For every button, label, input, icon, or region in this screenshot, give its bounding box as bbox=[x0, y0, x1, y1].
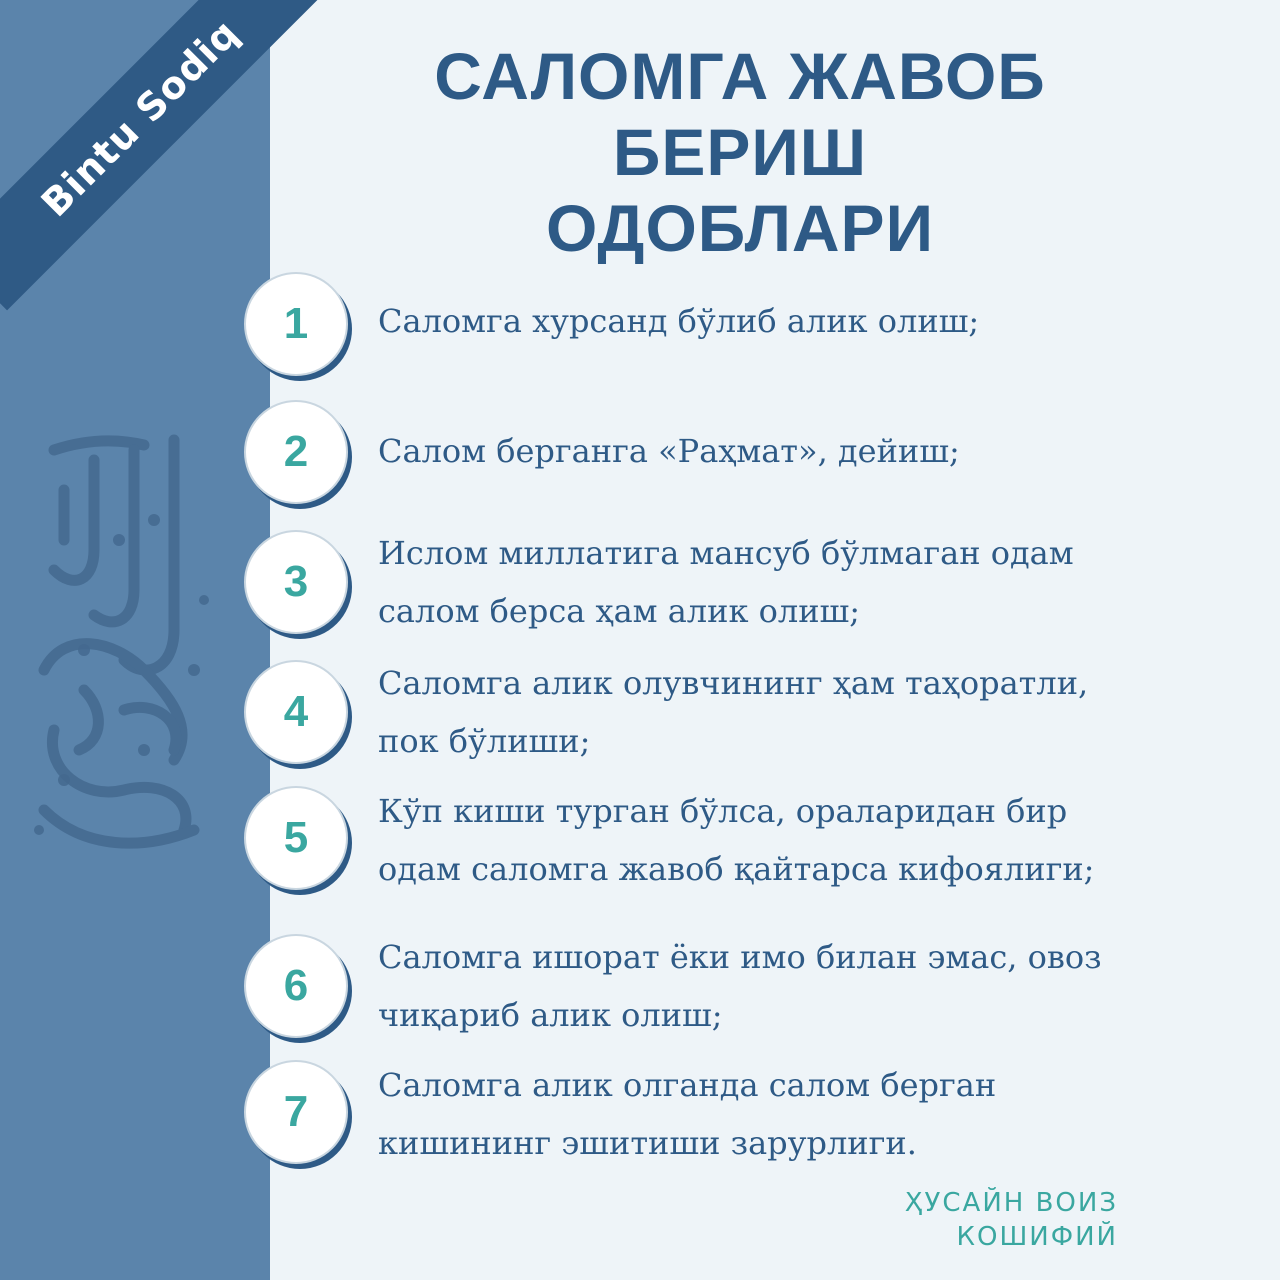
item-number-badge: 5 bbox=[244, 786, 348, 890]
item-text-line: Ислом миллатига мансуб бўлмаган одам bbox=[378, 534, 1074, 572]
list-item bbox=[240, 784, 1240, 894]
item-text bbox=[378, 524, 1138, 640]
list-item bbox=[240, 270, 1240, 380]
title-line-1: САЛОМГА ЖАВОБ БЕРИШ bbox=[434, 39, 1046, 189]
item-text bbox=[378, 928, 1138, 1044]
author-line-2: КОШИФИЙ bbox=[956, 1222, 1118, 1252]
item-number-badge: 1 bbox=[244, 272, 348, 376]
arabic-calligraphy-icon bbox=[24, 430, 224, 860]
item-text-line: кишининг эшитиши зарурлиги. bbox=[378, 1124, 917, 1162]
item-text-line: Салом берганга «Раҳмат», дейиш; bbox=[378, 432, 960, 470]
item-text-line: чиқариб алик олиш; bbox=[378, 996, 723, 1034]
item-text bbox=[378, 422, 1138, 480]
item-text bbox=[378, 782, 1138, 898]
item-text bbox=[378, 1056, 1138, 1172]
item-number-badge: 4 bbox=[244, 660, 348, 764]
item-text-line: Саломга алик олувчининг ҳам таҳоратли, bbox=[378, 664, 1089, 702]
item-number-badge: 7 bbox=[244, 1060, 348, 1164]
brand-label: Bintu Sodiq bbox=[32, 10, 248, 226]
item-number-badge: 2 bbox=[244, 400, 348, 504]
list-item bbox=[240, 528, 1240, 638]
author-credit bbox=[905, 1186, 1118, 1254]
item-text-line: пок бўлиши; bbox=[378, 722, 591, 760]
list-item bbox=[240, 398, 1240, 508]
item-text-line: салом берса ҳам алик олиш; bbox=[378, 592, 861, 630]
title-line-2: ОДОБЛАРИ bbox=[545, 191, 935, 265]
author-line-1: ҲУСАЙН ВОИЗ bbox=[904, 1188, 1118, 1218]
list-item bbox=[240, 658, 1240, 768]
item-number-badge: 3 bbox=[244, 530, 348, 634]
item-text-line: Саломга ишорат ёки имо билан эмас, овоз bbox=[378, 938, 1102, 976]
list-item bbox=[240, 932, 1240, 1042]
ribbon-band bbox=[0, 0, 332, 310]
list-item bbox=[240, 1058, 1240, 1168]
item-text-line: Саломга хурсанд бўлиб алик олиш; bbox=[378, 302, 980, 340]
item-text bbox=[378, 654, 1138, 770]
item-text-line: Саломга алик олганда салом берган bbox=[378, 1066, 997, 1104]
item-text bbox=[378, 292, 1138, 350]
item-text-line: одам саломга жавоб қайтарса кифоялиги; bbox=[378, 850, 1095, 888]
item-number-badge: 6 bbox=[244, 934, 348, 1038]
item-text-line: Кўп киши турган бўлса, ораларидан бир bbox=[378, 792, 1068, 830]
page-title bbox=[300, 38, 1180, 266]
